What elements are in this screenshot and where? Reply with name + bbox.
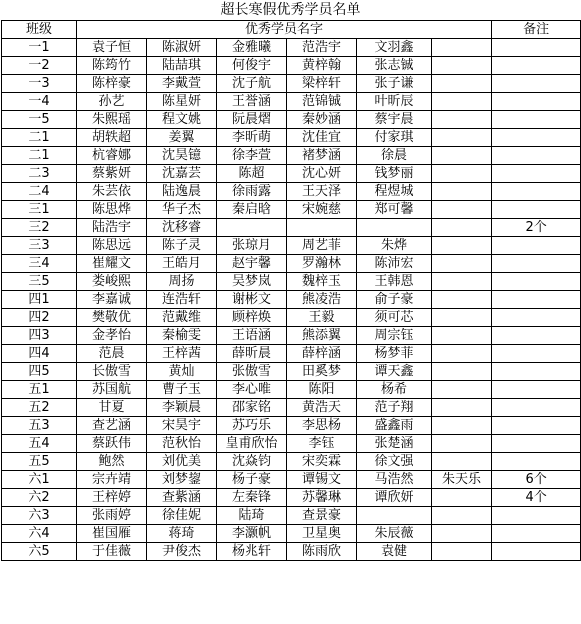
student-name-cell: 于佳薇 [77, 543, 147, 561]
table-row [2, 39, 581, 57]
student-name-cell: 田奚梦 [287, 363, 357, 381]
student-name-cell: 杭睿娜 [77, 147, 147, 165]
student-name-cell: 金雅曦 [217, 39, 287, 57]
student-name-cell: 樊敬优 [77, 309, 147, 327]
student-name-cell [432, 417, 492, 435]
student-name-cell: 刘梦鋆 [147, 471, 217, 489]
class-cell: 五2 [2, 399, 77, 417]
student-name-cell [287, 219, 357, 237]
student-name-cell: 范晨 [77, 345, 147, 363]
note-cell [492, 543, 581, 561]
student-name-cell: 薛昕晨 [217, 345, 287, 363]
class-cell: 一4 [2, 93, 77, 111]
note-cell: 6个 [492, 471, 581, 489]
student-name-cell: 陈阳 [287, 381, 357, 399]
student-name-cell [432, 435, 492, 453]
page-title: 超长寒假优秀学员名单 [220, 2, 361, 18]
class-cell: 二1 [2, 129, 77, 147]
student-name-cell: 娄峻熙 [77, 273, 147, 291]
student-name-cell: 俞子豪 [357, 291, 432, 309]
table-row [2, 291, 581, 309]
class-cell: 二3 [2, 165, 77, 183]
class-cell: 六4 [2, 525, 77, 543]
class-cell: 五1 [2, 381, 77, 399]
student-name-cell: 崔耀文 [77, 255, 147, 273]
table-row [2, 165, 581, 183]
student-name-cell: 张雨婷 [77, 507, 147, 525]
student-name-cell: 袁子恒 [77, 39, 147, 57]
student-name-cell: 宗卉靖 [77, 471, 147, 489]
student-name-cell: 李颖晨 [147, 399, 217, 417]
note-cell [492, 291, 581, 309]
student-name-cell: 沈子航 [217, 75, 287, 93]
student-name-cell: 马浩然 [357, 471, 432, 489]
student-name-cell: 谭欣妍 [357, 489, 432, 507]
class-cell: 五5 [2, 453, 77, 471]
student-name-cell: 尹俊杰 [147, 543, 217, 561]
class-cell: 四2 [2, 309, 77, 327]
student-name-cell: 蔡宇晨 [357, 111, 432, 129]
header-names: 优秀学员名字 [77, 21, 492, 39]
note-cell: 2个 [492, 219, 581, 237]
student-name-cell [432, 273, 492, 291]
class-cell: 一5 [2, 111, 77, 129]
class-cell: 一1 [2, 39, 77, 57]
note-cell [492, 525, 581, 543]
student-name-cell: 李昕萌 [217, 129, 287, 147]
student-name-cell: 盛鑫雨 [357, 417, 432, 435]
student-name-cell: 谭锡文 [287, 471, 357, 489]
student-name-cell: 付家琪 [357, 129, 432, 147]
student-name-cell: 杨子豪 [217, 471, 287, 489]
student-name-cell [432, 165, 492, 183]
student-name-cell [432, 363, 492, 381]
student-name-cell: 杨兆轩 [217, 543, 287, 561]
table-row [2, 327, 581, 345]
student-name-cell: 左秦锋 [217, 489, 287, 507]
student-name-cell: 王天泽 [287, 183, 357, 201]
student-name-cell [432, 345, 492, 363]
student-name-cell: 徐佳妮 [147, 507, 217, 525]
student-name-cell: 邵家铭 [217, 399, 287, 417]
student-name-cell: 张傲雪 [217, 363, 287, 381]
table-row [2, 543, 581, 561]
student-name-cell: 王毅 [287, 309, 357, 327]
student-name-cell: 魏梓玉 [287, 273, 357, 291]
student-name-cell: 周艺菲 [287, 237, 357, 255]
student-name-cell: 王梓茜 [147, 345, 217, 363]
note-cell [492, 201, 581, 219]
student-name-cell [432, 201, 492, 219]
student-name-cell: 陆琦 [217, 507, 287, 525]
table-row [2, 345, 581, 363]
table-row [2, 255, 581, 273]
note-cell [492, 453, 581, 471]
student-name-cell [432, 147, 492, 165]
note-cell [492, 327, 581, 345]
student-name-cell: 长傲雪 [77, 363, 147, 381]
student-name-cell [432, 219, 492, 237]
note-cell [492, 57, 581, 75]
student-name-cell: 孙艺 [77, 93, 147, 111]
student-name-cell: 王韩恩 [357, 273, 432, 291]
class-cell: 六5 [2, 543, 77, 561]
student-name-cell: 朱芸依 [77, 183, 147, 201]
table-row [2, 453, 581, 471]
table-row [2, 489, 581, 507]
note-cell [492, 147, 581, 165]
class-cell: 六2 [2, 489, 77, 507]
student-name-cell: 沈佳宜 [287, 129, 357, 147]
student-name-cell: 陈星妍 [147, 93, 217, 111]
student-name-cell [432, 183, 492, 201]
student-name-cell: 宋奕霖 [287, 453, 357, 471]
student-name-cell: 钱梦丽 [357, 165, 432, 183]
class-cell: 四3 [2, 327, 77, 345]
table-row [2, 219, 581, 237]
class-cell: 三1 [2, 201, 77, 219]
student-table [1, 20, 581, 561]
student-name-cell: 王语涵 [217, 327, 287, 345]
note-cell [492, 75, 581, 93]
student-name-cell: 陈超 [217, 165, 287, 183]
student-name-cell: 皇甫欣怡 [217, 435, 287, 453]
class-cell: 五3 [2, 417, 77, 435]
student-name-cell: 沈焱钧 [217, 453, 287, 471]
student-name-cell: 李灏帆 [217, 525, 287, 543]
student-name-cell: 杨希 [357, 381, 432, 399]
student-name-cell: 朱烨 [357, 237, 432, 255]
student-name-cell [432, 255, 492, 273]
class-cell: 四1 [2, 291, 77, 309]
student-name-cell: 张志铖 [357, 57, 432, 75]
table-row [2, 183, 581, 201]
student-name-cell: 陈梓豪 [77, 75, 147, 93]
table-row [2, 129, 581, 147]
class-cell: 六1 [2, 471, 77, 489]
student-name-cell [432, 309, 492, 327]
student-name-cell: 熊添翼 [287, 327, 357, 345]
class-cell: 三3 [2, 237, 77, 255]
student-name-cell: 徐文强 [357, 453, 432, 471]
student-name-cell: 郑可馨 [357, 201, 432, 219]
student-name-cell: 叶昕辰 [357, 93, 432, 111]
student-name-cell: 查紫涵 [147, 489, 217, 507]
student-name-cell: 范子翔 [357, 399, 432, 417]
student-name-cell: 陈淑妍 [147, 39, 217, 57]
student-name-cell: 蔡跃伟 [77, 435, 147, 453]
student-name-cell: 王梓婷 [77, 489, 147, 507]
note-cell [492, 129, 581, 147]
table-row [2, 57, 581, 75]
student-name-cell: 范浩宇 [287, 39, 357, 57]
note-cell [492, 435, 581, 453]
student-name-cell: 周扬 [147, 273, 217, 291]
student-name-cell: 薛梓涵 [287, 345, 357, 363]
student-name-cell [432, 129, 492, 147]
student-name-cell: 查景豪 [287, 507, 357, 525]
table-row [2, 93, 581, 111]
note-cell [492, 507, 581, 525]
student-name-cell: 陈筠竹 [77, 57, 147, 75]
student-name-cell: 李嘉诚 [77, 291, 147, 309]
class-cell: 一2 [2, 57, 77, 75]
class-cell: 二1 [2, 147, 77, 165]
table-row [2, 309, 581, 327]
student-name-cell: 甘夏 [77, 399, 147, 417]
student-name-cell: 苏国航 [77, 381, 147, 399]
student-name-cell [432, 489, 492, 507]
note-cell [492, 363, 581, 381]
table-row [2, 507, 581, 525]
table-row [2, 399, 581, 417]
student-name-cell: 曹子玉 [147, 381, 217, 399]
student-name-cell [432, 399, 492, 417]
student-name-cell: 杨梦菲 [357, 345, 432, 363]
student-name-cell [432, 543, 492, 561]
table-row [2, 273, 581, 291]
student-name-cell: 吴梦岚 [217, 273, 287, 291]
student-name-cell: 陈沛宏 [357, 255, 432, 273]
student-name-cell: 黄浩天 [287, 399, 357, 417]
student-name-cell [432, 453, 492, 471]
note-cell [492, 255, 581, 273]
student-name-cell: 袁健 [357, 543, 432, 561]
student-name-cell: 蒋琦 [147, 525, 217, 543]
student-name-cell: 周宗钰 [357, 327, 432, 345]
note-cell [492, 417, 581, 435]
student-name-cell: 须可芯 [357, 309, 432, 327]
note-cell [492, 309, 581, 327]
student-name-cell: 金孝怡 [77, 327, 147, 345]
student-name-cell [432, 93, 492, 111]
student-name-cell: 黄灿 [147, 363, 217, 381]
student-name-cell: 沈移睿 [147, 219, 217, 237]
table-row [2, 237, 581, 255]
student-name-cell: 查艺涵 [77, 417, 147, 435]
student-name-cell: 徐李萱 [217, 147, 287, 165]
student-name-cell: 宋婉慈 [287, 201, 357, 219]
student-name-cell [432, 525, 492, 543]
student-name-cell: 陈思远 [77, 237, 147, 255]
note-cell [492, 345, 581, 363]
student-name-cell: 李钰 [287, 435, 357, 453]
student-name-cell: 胡轶超 [77, 129, 147, 147]
student-name-cell: 王皓月 [147, 255, 217, 273]
student-name-cell [432, 111, 492, 129]
student-name-cell: 范锦铖 [287, 93, 357, 111]
student-name-cell: 陆喆琪 [147, 57, 217, 75]
table-row [2, 201, 581, 219]
note-cell [492, 273, 581, 291]
note-cell [492, 237, 581, 255]
student-name-cell [357, 507, 432, 525]
note-cell [492, 39, 581, 57]
student-name-cell: 朱熙瑶 [77, 111, 147, 129]
class-cell: 四5 [2, 363, 77, 381]
table-row [2, 363, 581, 381]
student-name-cell: 褚梦涵 [287, 147, 357, 165]
header-row [2, 21, 581, 39]
table-row [2, 525, 581, 543]
student-name-cell: 沈嘉芸 [147, 165, 217, 183]
student-name-cell: 秦启晗 [217, 201, 287, 219]
note-cell [492, 93, 581, 111]
student-name-cell: 秦榆雯 [147, 327, 217, 345]
student-name-cell: 苏馨琳 [287, 489, 357, 507]
student-name-cell: 华子杰 [147, 201, 217, 219]
student-name-cell: 鲍然 [77, 453, 147, 471]
student-name-cell [432, 75, 492, 93]
table-row [2, 111, 581, 129]
header-class: 班级 [2, 21, 77, 39]
student-name-cell: 李思杨 [287, 417, 357, 435]
student-name-cell: 崔国雁 [77, 525, 147, 543]
student-name-cell: 赵宇馨 [217, 255, 287, 273]
student-name-cell: 沈昊镱 [147, 147, 217, 165]
student-name-cell: 黄梓翰 [287, 57, 357, 75]
student-name-cell: 张子谦 [357, 75, 432, 93]
student-name-cell: 秦妙涵 [287, 111, 357, 129]
class-cell: 三5 [2, 273, 77, 291]
class-cell: 一3 [2, 75, 77, 93]
student-name-cell: 熊凌浩 [287, 291, 357, 309]
student-name-cell: 朱辰薇 [357, 525, 432, 543]
student-name-cell [432, 237, 492, 255]
student-name-cell: 陈雨欣 [287, 543, 357, 561]
student-name-cell [357, 219, 432, 237]
note-cell [492, 399, 581, 417]
class-cell: 三2 [2, 219, 77, 237]
header-note: 备注 [492, 21, 581, 39]
note-cell [492, 183, 581, 201]
student-name-cell: 何俊宇 [217, 57, 287, 75]
student-name-cell: 姜翼 [147, 129, 217, 147]
student-name-cell [432, 39, 492, 57]
student-name-cell: 程文姚 [147, 111, 217, 129]
student-name-cell: 张楚涵 [357, 435, 432, 453]
class-cell: 六3 [2, 507, 77, 525]
student-name-cell [217, 219, 287, 237]
student-name-cell: 谭天鑫 [357, 363, 432, 381]
table-row [2, 471, 581, 489]
student-name-cell: 谢彬文 [217, 291, 287, 309]
student-name-cell: 文羽鑫 [357, 39, 432, 57]
student-name-cell [432, 327, 492, 345]
note-cell [492, 381, 581, 399]
student-name-cell: 陈思烨 [77, 201, 147, 219]
student-name-cell: 宋昊宇 [147, 417, 217, 435]
student-name-cell: 苏巧乐 [217, 417, 287, 435]
student-name-cell: 阮晨熠 [217, 111, 287, 129]
student-name-cell: 徐雨露 [217, 183, 287, 201]
table-row [2, 435, 581, 453]
student-name-cell: 王誉涵 [217, 93, 287, 111]
student-name-cell: 范秋怡 [147, 435, 217, 453]
student-name-cell: 朱天乐 [432, 471, 492, 489]
student-name-cell [432, 381, 492, 399]
student-name-cell: 徐晨 [357, 147, 432, 165]
student-name-cell: 程煜城 [357, 183, 432, 201]
student-name-cell: 刘优美 [147, 453, 217, 471]
table-row [2, 75, 581, 93]
note-cell [492, 111, 581, 129]
student-name-cell: 陈子灵 [147, 237, 217, 255]
student-name-cell: 顾梓焕 [217, 309, 287, 327]
student-name-cell: 连浩轩 [147, 291, 217, 309]
student-name-cell [432, 507, 492, 525]
student-name-cell [432, 57, 492, 75]
class-cell: 四4 [2, 345, 77, 363]
student-name-cell: 张琼月 [217, 237, 287, 255]
student-name-cell: 陆逸晨 [147, 183, 217, 201]
student-name-cell: 罗瀚林 [287, 255, 357, 273]
class-cell: 三4 [2, 255, 77, 273]
student-name-cell: 李戴萱 [147, 75, 217, 93]
student-name-cell [432, 291, 492, 309]
student-name-cell: 陆浩宇 [77, 219, 147, 237]
student-name-cell: 梁梓轩 [287, 75, 357, 93]
student-name-cell: 李心唯 [217, 381, 287, 399]
note-cell: 4个 [492, 489, 581, 507]
student-name-cell: 蔡紫妍 [77, 165, 147, 183]
table-row [2, 147, 581, 165]
class-cell: 五4 [2, 435, 77, 453]
note-cell [492, 165, 581, 183]
table-row [2, 417, 581, 435]
student-name-cell: 范戴维 [147, 309, 217, 327]
class-cell: 二4 [2, 183, 77, 201]
student-name-cell: 卫星奥 [287, 525, 357, 543]
student-name-cell: 沈心妍 [287, 165, 357, 183]
table-row [2, 381, 581, 399]
